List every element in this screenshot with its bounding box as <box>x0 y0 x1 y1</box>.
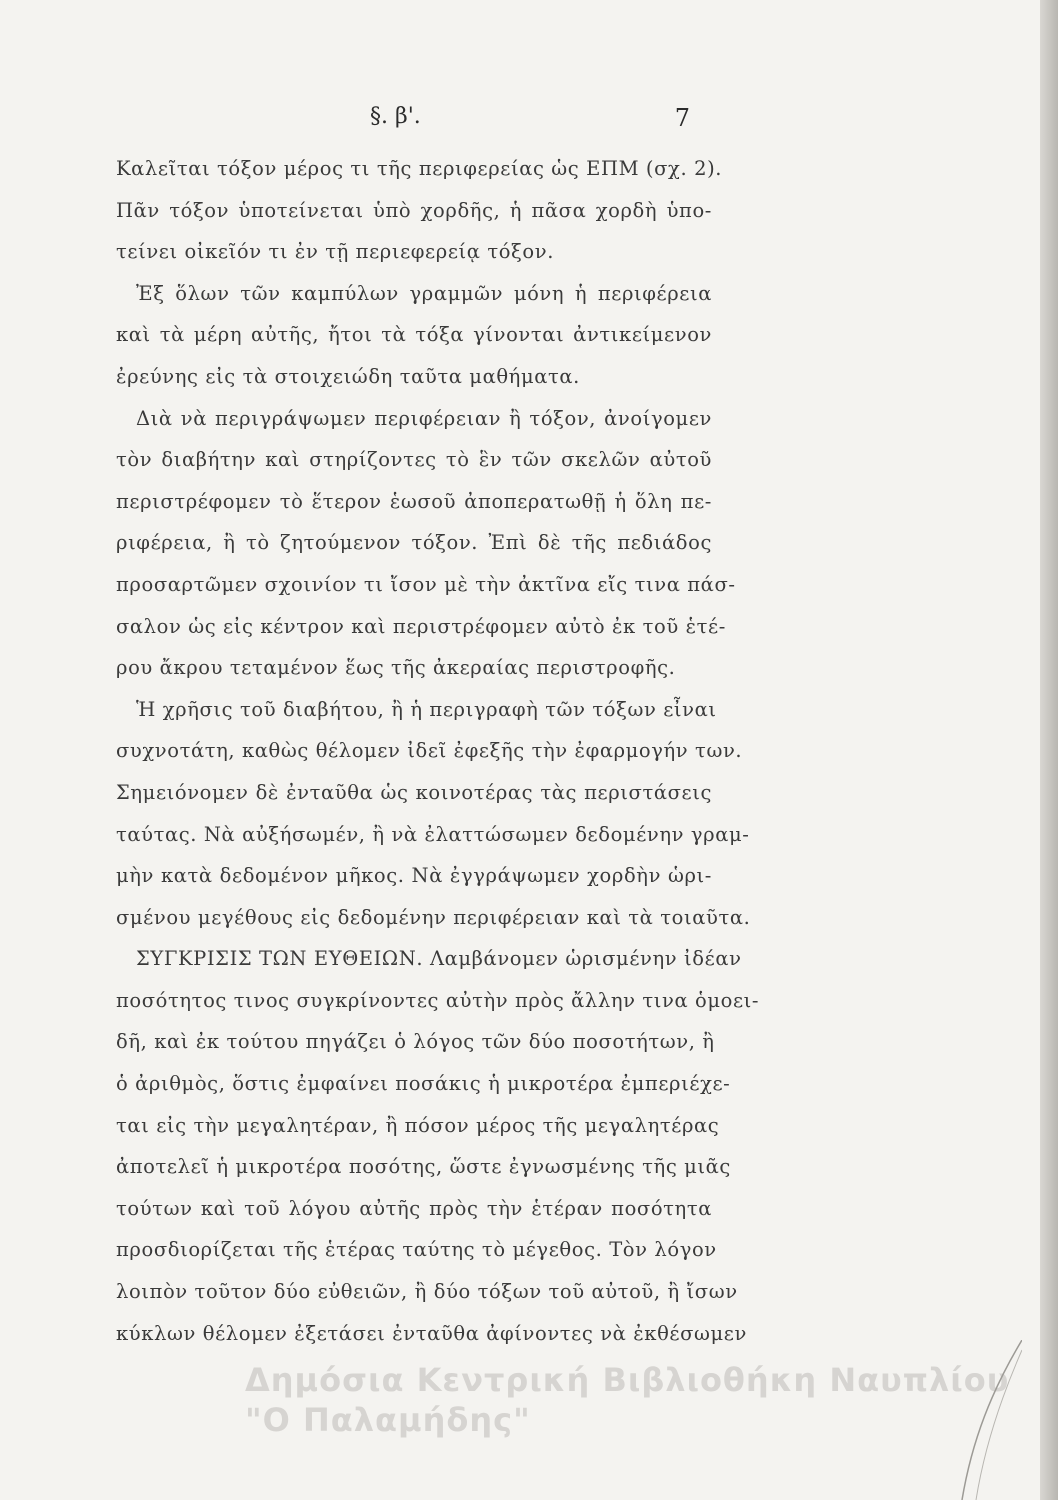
text-line: ΣΥΓΚΡΙΣΙΣ ΤΩΝ ΕΥΘΕΙΩΝ. Λαμβάνομεν ὡρισμένην ἰδέαν <box>136 947 742 971</box>
text-line: σμένου μεγέθους εἰς δεδομένην περιφέρειαν καὶ τὰ τοιαῦτα. <box>116 905 751 929</box>
page-number: 7 <box>674 104 690 132</box>
text-line: τὸν διαβήτην καὶ στηρίζοντες τὸ ἓν τῶν σκελῶν αὐτοῦ <box>116 448 712 472</box>
text-line: συχνοτάτη, καθὼς θέλομεν ἰδεῖ ἐφεξῆς τὴν ἐφαρμογήν των. <box>116 739 743 763</box>
text-line: προσαρτῶμεν σχοινίον τι ἴσον μὲ τὴν ἀκτῖνα εἴς τινα πάσ- <box>116 572 736 596</box>
watermark-line-1: Δημόσια Κεντρική Βιβλιοθήκη Ναυπλίου <box>245 1361 1010 1399</box>
text-line: περιστρέφομεν τὸ ἕτερον ἑωσοῦ ἀποπερατωθῇ ἡ ὅλη πε- <box>116 489 712 513</box>
text-line: ὁ ἀριθμὸς, ὅστις ἐμφαίνει ποσάκις ἡ μικροτέρα ἐμπεριέχε- <box>116 1072 731 1096</box>
text-line: ρου ἄκρου τεταμένον ἕως τῆς ἀκεραίας περιστροφῆς. <box>116 656 676 680</box>
section-mark: §. β'. <box>370 104 421 129</box>
page-corner-curl-icon <box>932 1340 1022 1500</box>
watermark-line-2: "Ο Παλαμήδης" <box>245 1401 531 1439</box>
text-line: λοιπὸν τοῦτον δύο εὐθειῶν, ἢ δύο τόξων τοῦ αὐτοῦ, ἢ ἴσων <box>116 1280 738 1304</box>
text-line: δῆ, καὶ ἐκ τούτου πηγάζει ὁ λόγος τῶν δύο ποσοτήτων, ἢ <box>116 1030 715 1054</box>
text-line: ταύτας. Νὰ αὐξήσωμέν, ἢ νὰ ἐλαττώσωμεν δεδομένην γραμ- <box>116 822 750 846</box>
text-line: καὶ τὰ μέρη αὐτῆς, ἤτοι τὰ τόξα γίνονται ἀντικείμενον <box>116 323 712 347</box>
text-line: Πᾶν τόξον ὑποτείνεται ὑπὸ χορδῆς, ἡ πᾶσα χορδὴ ὑπο- <box>116 198 712 222</box>
page-header <box>110 104 710 140</box>
text-line: ἀποτελεῖ ἡ μικροτέρα ποσότης, ὥστε ἐγνωσμένης τῆς μιᾶς <box>116 1155 731 1179</box>
text-line: σαλον ὡς εἰς κέντρον καὶ περιστρέφομεν αὐτὸ ἐκ τοῦ ἑτέ- <box>116 614 726 638</box>
text-line: ται εἰς τὴν μεγαλητέραν, ἢ πόσον μέρος τῆς μεγαλητέρας <box>116 1113 720 1137</box>
body-text <box>116 148 760 1354</box>
page-edge <box>1040 0 1058 1500</box>
text-line: ριφέρεια, ἢ τὸ ζητούμενον τόξον. Ἐπὶ δὲ τῆς πεδιάδος <box>116 531 712 555</box>
library-watermark <box>245 1360 1025 1440</box>
text-line: Ἐξ ὅλων τῶν καμπύλων γραμμῶν μόνη ἡ περιφέρεια <box>136 281 712 305</box>
text-line: προσδιορίζεται τῆς ἑτέρας ταύτης τὸ μέγεθος. Τὸν λόγον <box>116 1238 717 1262</box>
text-line: τούτων καὶ τοῦ λόγου αὐτῆς πρὸς τὴν ἑτέραν ποσότητα <box>116 1196 712 1220</box>
text-line: Καλεῖται τόξον μέρος τι τῆς περιφερείας ὡς ΕΠΜ (σχ. 2). <box>116 157 723 180</box>
text-line: κύκλων θέλομεν ἐξετάσει ἐνταῦθα ἀφίνοντες νὰ ἐκθέσωμεν <box>116 1321 747 1345</box>
text-line: ποσότητος τινος συγκρίνοντες αὐτὴν πρὸς ἄλλην τινα ὁμοει- <box>116 988 760 1012</box>
text-line: ἐρεύνης εἰς τὰ στοιχειώδη ταῦτα μαθήματα. <box>116 364 580 388</box>
text-line: μὴν κατὰ δεδομένον μῆκος. Νὰ ἐγγράψωμεν χορδὴν ὡρι- <box>116 864 712 888</box>
text-line: Διὰ νὰ περιγράψωμεν περιφέρειαν ἢ τόξον, ἀνοίγομεν <box>136 406 712 430</box>
text-line: Σημειόνομεν δὲ ἐνταῦθα ὡς κοινοτέρας τὰς περιστάσεις <box>116 780 712 804</box>
text-line: τείνει οἰκεῖόν τι ἐν τῇ περιεφερείᾳ τόξον. <box>116 240 554 264</box>
text-line: Ἡ χρῆσις τοῦ διαβήτου, ἢ ἡ περιγραφὴ τῶν τόξων εἶναι <box>136 697 717 721</box>
